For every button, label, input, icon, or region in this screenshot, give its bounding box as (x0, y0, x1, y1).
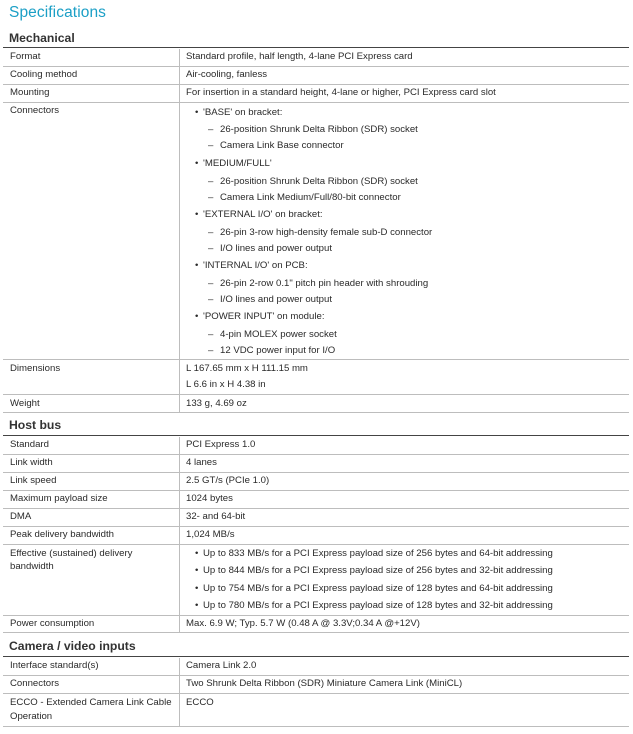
spec-value: 1,024 MB/s (186, 529, 235, 540)
spec-label: Interface standard(s) (10, 660, 99, 671)
bullet-glyph: • (195, 565, 199, 576)
dash-glyph: – (208, 192, 214, 203)
connector-detail-text: 12 VDC power input for I/O (220, 345, 336, 356)
spec-row-cooling-method (3, 67, 629, 85)
connector-detail-text: 26-pin 3-row high-density female sub-D connector (220, 227, 433, 238)
column-divider (179, 360, 180, 394)
connector-detail-text: 26-position Shrunk Delta Ribbon (SDR) socket (220, 176, 418, 187)
spec-label: Peak delivery bandwidth (10, 529, 114, 540)
bullet-glyph: • (195, 107, 199, 118)
bullet-glyph: • (195, 209, 199, 220)
connector-detail-text: Camera Link Medium/Full/80-bit connector (220, 192, 401, 203)
spec-value: Max. 6.9 W; Typ. 5.7 W (0.48 A @ 3.3V;0.34 A @+12V) (186, 618, 420, 629)
spec-label: Link width (10, 457, 53, 468)
spec-row-format (3, 49, 629, 67)
column-divider (179, 103, 180, 359)
spec-label: Connectors (10, 105, 60, 116)
spec-value: Two Shrunk Delta Ribbon (SDR) Miniature Camera Link (MiniCL) (186, 678, 463, 689)
spec-label: DMA (10, 511, 32, 522)
spec-value: Standard profile, half length, 4-lane PCI Express card (186, 51, 413, 62)
connector-detail-text: 26-position Shrunk Delta Ribbon (SDR) socket (220, 124, 418, 135)
connector-detail-text: I/O lines and power output (220, 294, 332, 305)
dash-glyph: – (208, 294, 214, 305)
spec-row-power-consumption (3, 616, 629, 633)
bullet-glyph: • (195, 158, 199, 169)
section-heading-host-bus: Host bus (9, 418, 62, 432)
spec-label: Format (10, 51, 41, 62)
spec-value: ECCO (186, 697, 214, 708)
section-divider (3, 47, 629, 48)
bandwidth-text: Up to 833 MB/s for a PCI Express payload size of 256 bytes and 64-bit addressing (203, 548, 553, 559)
spec-label: Mounting (10, 87, 50, 98)
bullet-glyph: • (195, 600, 199, 611)
spec-value: Air-cooling, fanless (186, 69, 268, 80)
spec-label: Effective (sustained) delivery (10, 548, 133, 559)
column-divider (179, 85, 180, 102)
spec-value: For insertion in a standard height, 4-lane or higher, PCI Express card slot (186, 87, 496, 98)
page-title: Specifications (9, 4, 107, 21)
column-divider (179, 658, 180, 675)
column-divider (179, 676, 180, 693)
column-divider (179, 49, 180, 66)
bullet-glyph: • (195, 548, 199, 559)
connector-detail-text: I/O lines and power output (220, 243, 332, 254)
dimensions-metric: L 167.65 mm x H 111.15 mm (186, 363, 308, 374)
spec-row-max-payload (3, 491, 629, 509)
section-heading-camera-inputs: Camera / video inputs (9, 639, 136, 653)
connector-title: 'BASE' on bracket: (203, 107, 283, 118)
spec-value: Camera Link 2.0 (186, 660, 257, 671)
column-divider (179, 395, 180, 412)
bullet-glyph: • (195, 260, 199, 271)
connector-title: 'POWER INPUT' on module: (203, 311, 325, 322)
column-divider (179, 67, 180, 84)
spec-label-continued: Operation (10, 711, 53, 722)
spec-label: Power consumption (10, 618, 95, 629)
dash-glyph: – (208, 278, 214, 289)
connector-detail-text: 4-pin MOLEX power socket (220, 329, 337, 340)
spec-label: Dimensions (10, 363, 61, 374)
connector-detail-text: Camera Link Base connector (220, 140, 344, 151)
bandwidth-text: Up to 780 MB/s for a PCI Express payload size of 128 bytes and 32-bit addressing (203, 600, 553, 611)
spec-value: 133 g, 4.69 oz (186, 398, 247, 409)
dash-glyph: – (208, 140, 214, 151)
section-heading-mechanical: Mechanical (9, 31, 75, 45)
dash-glyph: – (208, 124, 214, 135)
spec-value: 1024 bytes (186, 493, 233, 504)
spec-value: 32- and 64-bit (186, 511, 246, 522)
dimensions-imperial: L 6.6 in x H 4.38 in (186, 379, 266, 390)
spec-row-peak-bandwidth (3, 527, 629, 545)
column-divider (179, 616, 180, 632)
connector-detail-text: 26-pin 2-row 0.1" pitch pin header with shrouding (220, 278, 429, 289)
spec-label: Link speed (10, 475, 57, 486)
spec-row-camera-connectors (3, 676, 629, 694)
spec-row-weight (3, 395, 629, 413)
dash-glyph: – (208, 345, 214, 356)
spec-row-dma (3, 509, 629, 527)
bandwidth-text: Up to 844 MB/s for a PCI Express payload size of 256 bytes and 32-bit addressing (203, 565, 553, 576)
spec-label-continued: bandwidth (10, 561, 54, 572)
dash-glyph: – (208, 227, 214, 238)
spec-row-link-speed (3, 473, 629, 491)
spec-row-connectors (3, 103, 629, 360)
column-divider (179, 491, 180, 508)
column-divider (179, 473, 180, 490)
spec-row-effective-bandwidth (3, 545, 629, 616)
spec-label: Cooling method (10, 69, 78, 80)
section-divider (3, 656, 629, 657)
column-divider (179, 545, 180, 615)
connector-title: 'MEDIUM/FULL' (203, 158, 272, 169)
column-divider (179, 455, 180, 472)
bullet-glyph: • (195, 311, 199, 322)
dash-glyph: – (208, 329, 214, 340)
spec-value: PCI Express 1.0 (186, 439, 256, 450)
bandwidth-text: Up to 754 MB/s for a PCI Express payload size of 128 bytes and 64-bit addressing (203, 583, 553, 594)
dash-glyph: – (208, 176, 214, 187)
connector-title: 'INTERNAL I/O' on PCB: (203, 260, 308, 271)
spec-row-mounting (3, 85, 629, 103)
spec-value: 2.5 GT/s (PCIe 1.0) (186, 475, 270, 486)
connector-title: 'EXTERNAL I/O' on bracket: (203, 209, 323, 220)
spec-label: ECCO - Extended Camera Link Cable (10, 697, 172, 708)
spec-row-ecco (3, 694, 629, 727)
section-divider (3, 435, 629, 436)
spec-label: Standard (10, 439, 49, 450)
column-divider (179, 694, 180, 726)
spec-row-link-width (3, 455, 629, 473)
bullet-glyph: • (195, 583, 199, 594)
spec-value: 4 lanes (186, 457, 217, 468)
spec-label: Maximum payload size (10, 493, 108, 504)
spec-row-standard (3, 437, 629, 455)
dash-glyph: – (208, 243, 214, 254)
spec-label: Connectors (10, 678, 60, 689)
spec-row-dimensions (3, 360, 629, 395)
column-divider (179, 527, 180, 544)
spec-label: Weight (10, 398, 40, 409)
column-divider (179, 509, 180, 526)
column-divider (179, 437, 180, 454)
spec-row-interface-standard (3, 658, 629, 676)
